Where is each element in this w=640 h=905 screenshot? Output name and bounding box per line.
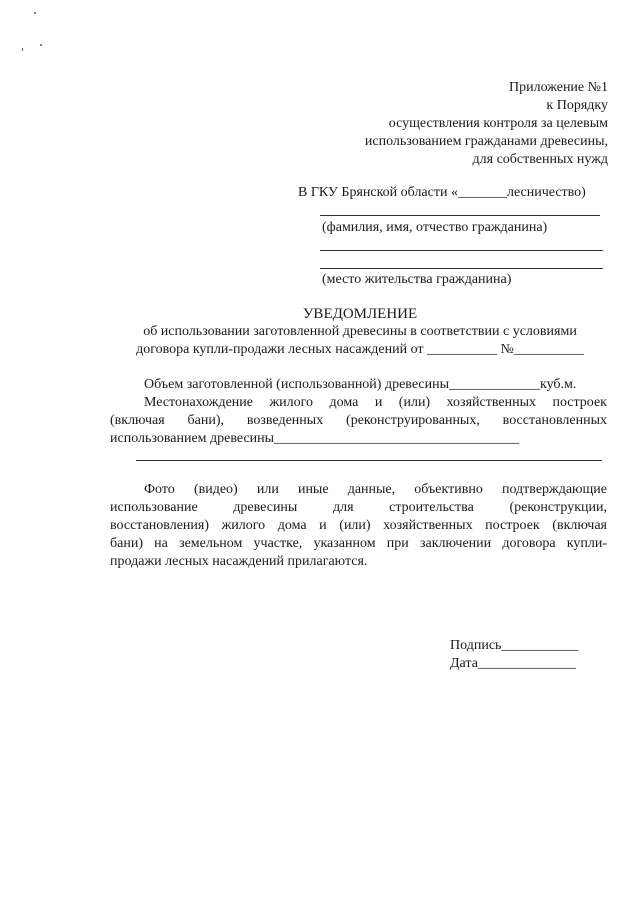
appendix-to-order: к Порядку <box>546 98 608 113</box>
appendix-control-line: осуществления контроля за целевым <box>388 116 608 131</box>
appendix-needs-line: для собственных нужд <box>472 152 608 167</box>
scan-speck <box>34 12 36 14</box>
photo-line-4: бани) на земельном участке, указанном при заключении договора купли- <box>110 536 607 551</box>
notice-subtitle-2: договора купли-продажи лесных насаждений от __________ №__________ <box>136 342 584 357</box>
photo-line-5: продажи лесных насаждений прилагаются. <box>110 554 368 569</box>
location-line-2: (включая бани), возведенных (реконструированных, восстановленных <box>110 413 607 428</box>
photo-line-3: восстановления) жилого дома и (или) хозяйственных построек (включая <box>110 518 607 533</box>
residence-blank-line-1 <box>320 250 603 251</box>
residence-blank-line-2 <box>320 268 603 269</box>
addressee-to-line: В ГКУ Брянской области «_______лесничество) <box>298 185 586 200</box>
scan-speck <box>22 48 23 51</box>
notice-heading: УВЕДОМЛЕНИЕ <box>302 306 418 322</box>
residence-caption: (место жительства гражданина) <box>322 272 512 287</box>
volume-line: Объем заготовленной (использованной) древесины_____________куб.м. <box>144 377 577 392</box>
scan-speck <box>40 44 42 46</box>
fio-blank-line <box>320 215 600 216</box>
notice-subtitle-1: об использовании заготовленной древесины в соответствии с условиями <box>143 324 577 339</box>
appendix-number: Приложение №1 <box>509 80 608 95</box>
photo-line-1: Фото (видео) или иные данные, объективно подтверждающие <box>144 482 607 497</box>
signature-line: Подпись___________ <box>450 638 579 653</box>
location-line-3: использованием древесины___________________________________ <box>110 431 520 446</box>
fio-caption: (фамилия, имя, отчество гражданина) <box>322 220 548 235</box>
location-blank-line <box>136 460 602 461</box>
photo-line-2: использование древесины для строительства (реконструкции, <box>110 500 607 515</box>
location-line-1: Местонахождение жилого дома и (или) хозяйственных построек <box>144 395 607 410</box>
date-line: Дата______________ <box>450 656 576 671</box>
appendix-usage-line: использованием гражданами древесины, <box>364 134 608 149</box>
